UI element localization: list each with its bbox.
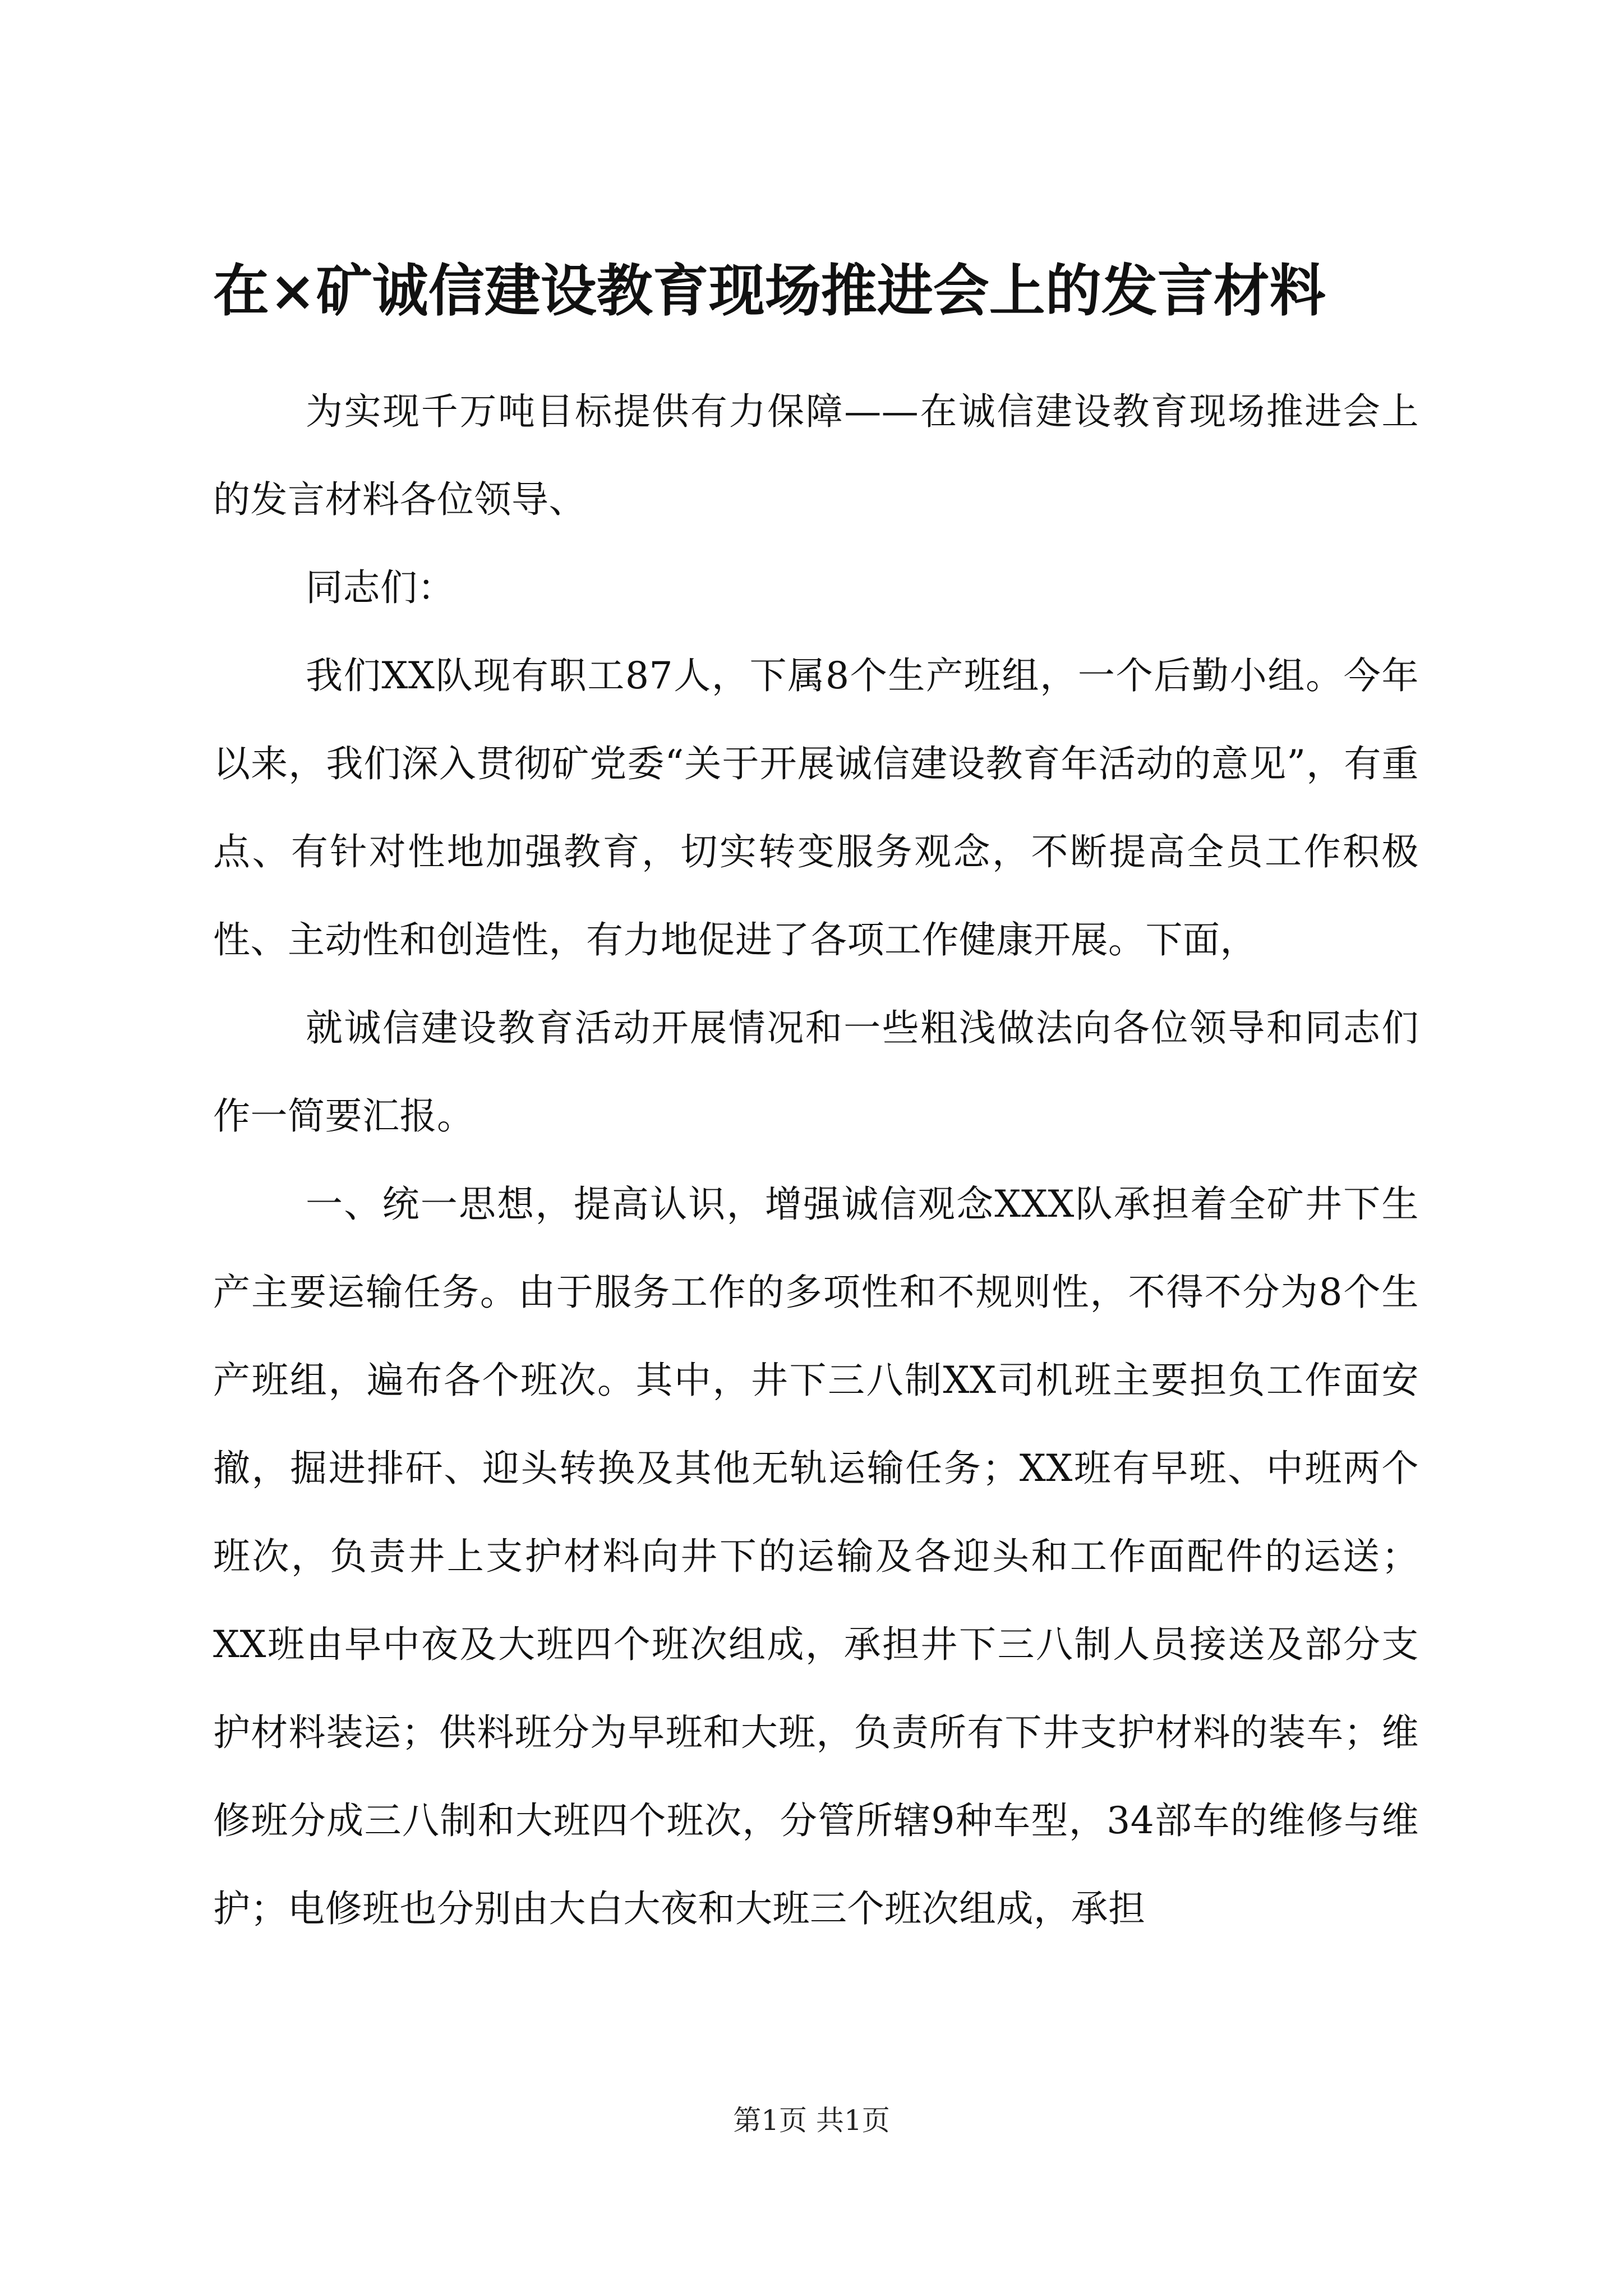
document-title: 在×矿诚信建设教育现场推进会上的发言材料 xyxy=(213,257,1326,324)
paragraph-section-one: 一、统一思想，提高认识，增强诚信观念XXX队承担着全矿井下生产主要运输任务。由于服务工作的多项性和不规则性，不得不分为8个生产班组，遍布各个班次。其中，井下三八制XX司机班主要担负工作面安撤，掘进排矸、迎头转换及其他无轨运输任务；XX班有早班、中班两个班次，负责井上支护材料向井下的运输及各迎头和工作面配件的运送；XX班由早中夜及大班四个班次组成，承担井下三八制人员接送及部分支护材料装运；供料班分为早班和大班，负责所有下井支护材料的装车；维修班分成三八制和大班四个班次，分管所辖9种车型，34部车的维修与维护；电修班也分别由大白大夜和大班三个班次组成，承担 xyxy=(213,1182,1419,1930)
paragraph-salutation: 同志们： xyxy=(306,566,455,609)
page-number-footer: 第1页 共1页 xyxy=(733,2104,890,2137)
paragraph-report-intent: 就诚信建设教育活动开展情况和一些粗浅做法向各位领导和同志们作一简要汇报。 xyxy=(213,1006,1419,1138)
paragraph-subtitle: 为实现千万吨目标提供有力保障——在诚信建设教育现场推进会上的发言材料各位领导、 xyxy=(213,390,1419,521)
paragraph-introduction: 我们XX队现有职工87人，下属8个生产班组，一个后勤小组。今年以来，我们深入贯彻矿党委“关于开展诚信建设教育年活动的意见”，有重点、有针对性地加强教育，切实转变服务观念，不断提高全员工作积极性、主动性和创造性，有力地促进了各项工作健康开展。下面， xyxy=(213,654,1419,961)
document-body xyxy=(213,367,1419,1953)
